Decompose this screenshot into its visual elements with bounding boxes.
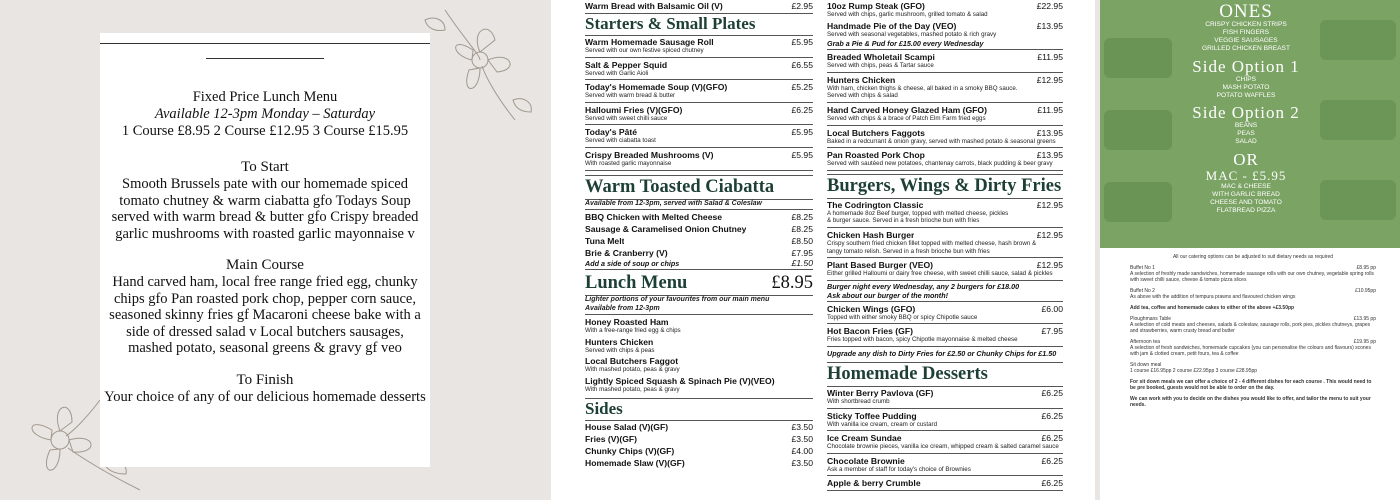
- menu-item: [585, 59, 813, 79]
- item-price: £4.00: [791, 446, 813, 457]
- item-name: Fries (V)(GF): [585, 434, 638, 445]
- item-price: £6.55: [791, 59, 813, 70]
- item-description: With roasted garlic mayonnaise: [585, 159, 672, 167]
- kids-side-item: PEAS: [1237, 130, 1255, 137]
- item-price: £11.95: [1037, 104, 1063, 115]
- item-name: Honey Roasted Ham: [585, 317, 669, 328]
- kids-pasta-item: MAC & CHEESE: [1221, 183, 1271, 190]
- menu-item-row: [585, 236, 813, 246]
- food-photo: [1104, 38, 1172, 78]
- item-name: Warm Bread with Balsamic Oil (V): [585, 1, 723, 11]
- menu-item-row: [585, 224, 813, 234]
- kids-pasta-item: WITH GARLIC BREAD: [1212, 191, 1280, 198]
- menu-item-row: [585, 434, 813, 444]
- menu-item: [585, 433, 813, 445]
- item-price: £5.95: [791, 127, 813, 138]
- pie-offer: Grab a Pie & Pud for £15.00 every Wednesday: [827, 39, 984, 49]
- menu-item: [585, 247, 813, 259]
- item-description: With mashed potato, peas & gravy: [585, 366, 680, 374]
- ciabatta-list: [585, 211, 813, 259]
- ciabatta-subtitle: Available from 12-3pm, served with Salad & Coleslaw: [585, 199, 763, 207]
- food-photo: [1104, 182, 1172, 222]
- item-price: £6.25: [1041, 478, 1063, 489]
- menu-item: [585, 375, 813, 395]
- buffet-item: [1130, 316, 1376, 334]
- kids-menu-item: VEGGIE SAUSAGES: [1214, 37, 1278, 44]
- item-price: £13.95: [1036, 150, 1063, 161]
- menu-item: [827, 410, 1063, 430]
- menu-item: [827, 104, 1063, 124]
- burger-offer: Burger night every Wednesday, any 2 burgers for £18.00: [827, 281, 1020, 291]
- divider: [827, 125, 1063, 126]
- item-name: Today's Homemade Soup (V)(GFO): [585, 82, 728, 93]
- menu-item-row: [827, 388, 1063, 398]
- menu-item: [827, 387, 1063, 407]
- divider: [585, 124, 813, 125]
- menu-item: [585, 104, 813, 124]
- item-price: £8.25: [791, 212, 813, 223]
- menu-item-row: [585, 127, 813, 137]
- menu-item-row: [827, 21, 1063, 31]
- item-name: Breaded Wholetail Scampi: [827, 52, 935, 63]
- menu-item: [585, 36, 813, 56]
- buffet-item-description: 1 course £16.95pp 2 course £22.95pp 3 course £28.95pp: [1130, 368, 1258, 374]
- buffet-item: [1130, 362, 1376, 374]
- lunch-heading: Lunch Menu: [585, 273, 688, 294]
- item-name: Halloumi Fries (V)(GFO): [585, 104, 683, 115]
- addon-label: Add a side of soup or chips: [585, 259, 680, 269]
- divider: [827, 323, 1063, 324]
- menu-item-row: [827, 52, 1063, 62]
- menu-item: [827, 229, 1063, 256]
- buffet-item-description: For sit down meals we can offer a choice of 2 - 4 different dishes for each course . This would need to be pre booked, guests would not be able to order on the day.: [1130, 379, 1372, 391]
- item-name: 10oz Rump Steak (GFO): [827, 1, 925, 11]
- menu-item-row: [827, 304, 1063, 314]
- kids-side-list: [1190, 76, 1302, 100]
- menu-item: [827, 149, 1063, 169]
- item-price: £5.25: [791, 82, 813, 93]
- kids-option-list: [1190, 21, 1302, 53]
- food-photo: [1320, 100, 1396, 140]
- menu-item-row: [827, 478, 1063, 488]
- kids-menu-background: [1100, 0, 1400, 248]
- menu-item-row: [827, 433, 1063, 443]
- item-price: £11.95: [1037, 52, 1063, 63]
- item-price: £6.25: [791, 104, 813, 115]
- menu-item: [585, 211, 813, 223]
- divider: [585, 314, 813, 315]
- item-description: Baked in a redcurrant & onion gravy, served with mashed potato & seasonal greens: [827, 137, 1056, 145]
- wings-list: [827, 303, 1063, 347]
- buffet-item: [1130, 305, 1376, 311]
- menu-item-row: [585, 60, 813, 70]
- item-name: Chunky Chips (V)(GF): [585, 446, 675, 457]
- kids-menu-item: CRISPY CHICKEN STRIPS: [1205, 21, 1287, 28]
- menu-item-row: [827, 326, 1063, 336]
- menu-item: [585, 235, 813, 247]
- item-price: £2.95: [791, 1, 813, 11]
- divider: [100, 43, 430, 44]
- item-description: A homemade 8oz Beef burger, topped with melted cheese, pickles: [827, 209, 1009, 217]
- item-price: £6.25: [1041, 455, 1063, 466]
- item-name: Tuna Melt: [585, 236, 625, 247]
- burger-month: Ask about our burger of the month!: [827, 290, 948, 300]
- item-description: Served with chips & a brace of Patch Elm Farm fried eggs: [827, 114, 986, 122]
- menu-card: [100, 33, 430, 467]
- item-name: Salt & Pepper Squid: [585, 59, 668, 70]
- item-name: Winter Berry Pavlova (GF): [827, 387, 934, 398]
- menu-item: [827, 199, 1063, 226]
- menu-item: [585, 126, 813, 146]
- menu-item-row: [585, 376, 813, 386]
- finish-heading: To Finish: [236, 371, 294, 388]
- item-description: & burger sauce. Served in a fresh brioche bun with fries: [827, 217, 980, 225]
- kids-heading: ONES: [1219, 1, 1273, 22]
- divider: [827, 280, 1063, 281]
- buffet-item: [1130, 288, 1376, 300]
- a-la-carte-menu-panel: [551, 0, 1095, 500]
- item-description: Served with our own festive spiced chutney: [585, 47, 704, 54]
- item-price: £8.25: [791, 224, 813, 235]
- kids-pasta-item: FLATBREAD PIZZA: [1216, 207, 1276, 214]
- menu-item: [827, 0, 1063, 20]
- menu-item-row: [585, 248, 813, 258]
- menu-item: [585, 445, 813, 457]
- menu-item: [827, 325, 1063, 345]
- item-name: Chicken Wings (GFO): [827, 303, 916, 314]
- item-description: Served with chips & salad: [827, 92, 898, 100]
- menu-item-row: [585, 446, 813, 456]
- buffet-item-price: £13.95 pp: [1353, 316, 1376, 322]
- ciabatta-heading: Warm Toasted Ciabatta: [585, 175, 813, 200]
- menu-item-row: [585, 82, 813, 92]
- kids-pasta-item: CHEESE AND TOMATO: [1210, 199, 1282, 206]
- item-description: Served with chips, garlic mushroom, grilled tomato & salad: [827, 11, 988, 18]
- menu-item: [827, 455, 1063, 475]
- menu-item-row: [827, 128, 1063, 138]
- kids-pasta-price: MAC - £5.95: [1205, 168, 1287, 183]
- buffet-item-description: A selection of freshly made sandwiches, homemade sausage rolls with our own chutney, vegetable spring rolls with sweet chilli sauce, cheese & tomato pizza slices: [1130, 271, 1374, 283]
- divider: [827, 453, 1063, 454]
- divider: [827, 408, 1063, 409]
- item-description: Served with chips, peas & Tartar sauce: [827, 62, 934, 70]
- fries-offer: Upgrade any dish to Dirty Fries for £2.50 or Chunky Chips for £1.50: [827, 348, 1057, 358]
- main-heading: Main Course: [226, 257, 304, 273]
- item-description: Topped with either smoky BBQ or spicy Chipotle sauce: [827, 313, 978, 321]
- divider: [827, 346, 1063, 347]
- menu-item-row: [585, 422, 813, 432]
- item-description: With ham, chicken thighs & cheese, all baked in a smoky BBQ sauce.: [827, 84, 1018, 92]
- buffet-item-description: A selection of fresh sandwiches, homemade cupcakes (you can personalise the colours and flavours) scones with jam & clotted cream, petit fours, tea & coffee: [1130, 345, 1371, 357]
- buffet-item-description: A selection of cold meats and cheeses, salads & coleslaw, sausage rolls, pork pies, pickles chutneys, grapes and strawberries, warm crusty bread and butter: [1130, 322, 1371, 334]
- item-price: £3.50: [791, 458, 813, 469]
- menu-item: [827, 303, 1063, 323]
- kids-menu: [1190, 0, 1302, 248]
- menu-item: [827, 51, 1063, 71]
- main-text: Hand carved ham, local free range fried egg, chunky chips gfo Pan roasted pork chop, pepper corn sauce, seasoned skinny fries gf Macaroni cheese bake with a side of dressed salad v Local butchers sausages, mashed potato, seasonal greens & gravy gf veo: [109, 274, 421, 356]
- kids-side-item: POTATO WAFFLES: [1216, 92, 1276, 99]
- item-name: Homemade Slaw (V)(GF): [585, 458, 685, 469]
- kids-and-buffet-panel: [1100, 0, 1400, 500]
- item-description: Served with ciabatta toast: [585, 137, 656, 145]
- item-name: Warm Homemade Sausage Roll: [585, 37, 714, 47]
- fixed-price-menu-panel: [0, 0, 543, 500]
- item-description: Ask a member of staff for today's choice of Brownies: [827, 465, 971, 473]
- lunch-list: [585, 316, 813, 394]
- menu-item-row: [585, 150, 813, 160]
- menu-item-row: [827, 75, 1063, 85]
- item-description: Crispy southern fried chicken fillet topped with melted cheese, hash brown &: [827, 239, 1037, 247]
- menu-pricing: 1 Course £8.95 2 Course £12.95 3 Course £15.95: [121, 123, 409, 139]
- menu-item-row: [827, 456, 1063, 466]
- ciabatta-addon: [585, 259, 813, 268]
- buffet-item-description: We can work with you to decide on the dishes you would like to offer, and tailor the menu to suit your needs.: [1130, 396, 1371, 408]
- buffet-item: [1130, 379, 1376, 391]
- buffet-item-description: Add tea, coffee and homemade cakes to either of the above +£3.50pp: [1130, 305, 1295, 311]
- item-name: Hunters Chicken: [585, 336, 654, 347]
- item-price: £12.95: [1036, 229, 1063, 240]
- menu-item: [585, 149, 813, 169]
- item-price: £12.95: [1036, 199, 1063, 210]
- kids-side-item: BEANS: [1234, 122, 1258, 129]
- item-price: £3.50: [791, 434, 813, 445]
- buffet-item-name: Afternoon tea: [1130, 339, 1161, 345]
- menu-item: [585, 355, 813, 375]
- buffet-item-price: £10.95pp: [1355, 288, 1376, 294]
- divider: [827, 490, 1063, 491]
- item-name: Apple & berry Crumble: [827, 478, 921, 489]
- food-photo: [1104, 110, 1172, 150]
- item-name: Ice Cream Sundae: [827, 433, 902, 444]
- item-name: Local Butchers Faggots: [827, 127, 925, 138]
- food-photo: [1320, 20, 1396, 60]
- buffet-item-name: Buffet No 1: [1130, 265, 1155, 271]
- menu-item: [585, 81, 813, 101]
- lunch-availability: Available from 12-3pm: [585, 304, 660, 312]
- buffet-item-name: Buffet No 2: [1130, 288, 1155, 294]
- menu-item: [585, 1, 813, 11]
- divider: [827, 227, 1063, 228]
- divider: [585, 269, 813, 270]
- kids-menu-item: FISH FINGERS: [1222, 29, 1270, 36]
- buffet-item: [1130, 396, 1376, 408]
- item-price: £5.95: [791, 149, 813, 160]
- menu-item-row: [827, 200, 1063, 210]
- menu-item-row: [585, 337, 813, 347]
- item-description: Served with warm bread & butter: [585, 92, 676, 100]
- item-description: Served with Garlic Aioli: [585, 69, 649, 77]
- item-price: £5.95: [791, 37, 813, 47]
- menu-item: [827, 127, 1063, 147]
- buffet-intro: All our catering options can be adjusted to suit dietary needs as required: [1172, 254, 1334, 260]
- start-heading: To Start: [241, 159, 289, 175]
- start-text: Smooth Brussels pate with our homemade spiced tomato chutney & warm ciabatta gfo Todays Soup served with warm bread & butter gfo Crispy breaded garlic mushrooms with roasted garlic mayonnaise v: [111, 176, 419, 242]
- item-description: With vanilla ice cream, cream or custard: [827, 420, 938, 428]
- divider: [827, 301, 1063, 302]
- menu-item: [585, 223, 813, 235]
- divider: [827, 430, 1063, 431]
- item-name: Chicken Hash Burger: [827, 229, 915, 240]
- item-description: Chocolate brownie pieces, vanilla ice cream, whipped cream & salted caramel sauce: [827, 443, 1059, 451]
- menu-item-row: [585, 212, 813, 222]
- menu-item: [827, 477, 1063, 489]
- divider: [827, 102, 1063, 103]
- divider: [585, 209, 813, 210]
- menu-item: [827, 74, 1063, 101]
- item-name: The Codrington Classic: [827, 199, 924, 210]
- item-description: Served with sweet chilli sauce: [585, 114, 668, 122]
- buffet-menu: [1130, 254, 1376, 408]
- menu-item: [585, 316, 813, 336]
- item-description: With a free-range fried egg & chips: [585, 327, 681, 335]
- item-name: Sausage & Caramelised Onion Chutney: [585, 224, 747, 235]
- item-description: Either grilled Halloumi or dairy free cheese, with sweet chilli sauce, salad & pickles: [827, 270, 1053, 278]
- menu-item-row: [827, 105, 1063, 115]
- item-name: Hand Carved Honey Glazed Ham (GFO): [827, 104, 987, 115]
- kids-or: OR: [1233, 150, 1259, 169]
- menu-item-row: [585, 37, 813, 47]
- item-description: tangy tomato relish. Served in a fresh brioche bun with fries: [827, 247, 990, 255]
- item-price: £12.95: [1036, 74, 1063, 85]
- divider: [206, 58, 324, 59]
- mains-list: [827, 51, 1063, 171]
- desserts-heading: Homemade Desserts: [827, 362, 1063, 387]
- menu-left-column: [585, 0, 813, 469]
- item-price: £6.00: [1041, 303, 1063, 314]
- lunch-heading-row: [585, 272, 813, 296]
- item-price: £13.95: [1036, 20, 1063, 31]
- kids-side-list: [1190, 122, 1302, 146]
- item-name: BBQ Chicken with Melted Cheese: [585, 212, 723, 223]
- side1-heading: Side Option 1: [1192, 57, 1300, 76]
- item-name: Local Butchers Faggot: [585, 356, 679, 367]
- item-price: £8.50: [791, 236, 813, 247]
- buffet-item: [1130, 265, 1376, 283]
- menu-item: [585, 457, 813, 469]
- menu-right-column: [827, 0, 1063, 492]
- menu-item-row: [827, 1, 1063, 11]
- item-price: £7.95: [791, 248, 813, 259]
- item-name: Chocolate Brownie: [827, 455, 905, 466]
- menu-item-row: [827, 260, 1063, 270]
- divider: [827, 475, 1063, 476]
- item-description: With shortbread crumb: [827, 397, 890, 405]
- divider: [827, 49, 1063, 50]
- starters-heading: Starters & Small Plates: [585, 13, 813, 36]
- item-price: £6.25: [1041, 410, 1063, 421]
- item-name: Sticky Toffee Pudding: [827, 410, 917, 421]
- item-description: Fries topped with bacon, spicy Chipotle mayonnaise & melted cheese: [827, 336, 1018, 344]
- lunch-subtitle: Lighter portions of your favourites from our main menu: [585, 296, 770, 304]
- item-description: Served with seasonal vegetables, mashed potato & rich gravy: [827, 30, 997, 38]
- menu-item-row: [827, 230, 1063, 240]
- item-name: Plant Based Burger (VEO): [827, 260, 934, 271]
- item-name: Crispy Breaded Mushrooms (V): [585, 149, 714, 160]
- burgers-list: [827, 199, 1063, 281]
- menu-title: Fixed Price Lunch Menu: [192, 89, 338, 105]
- menu-item-row: [827, 411, 1063, 421]
- buffet-item-name: Sit down meal: [1130, 362, 1162, 368]
- side2-heading: Side Option 2: [1192, 103, 1300, 122]
- divider: [585, 79, 813, 80]
- menu-item: [827, 259, 1063, 279]
- buffet-item-name: Ploughmans Table: [1130, 316, 1172, 322]
- divider: [585, 102, 813, 103]
- divider: [585, 57, 813, 58]
- kids-side-item: SALAD: [1235, 138, 1257, 145]
- item-name: House Salad (V)(GF): [585, 422, 669, 433]
- buffet-item-price: £8.95 pp: [1356, 265, 1376, 271]
- buffet-list: [1130, 265, 1376, 408]
- menu-item: [827, 20, 1063, 40]
- item-name: Lightly Spiced Squash & Spinach Pie (V)(VEO): [585, 375, 775, 386]
- item-description: With mashed potato, peas & gravy: [585, 385, 680, 393]
- buffet-item-description: As above with the addition of tempura prawns and flavoured chicken wings: [1130, 294, 1296, 300]
- item-price: £12.95: [1036, 260, 1063, 271]
- kids-side-item: MASH POTATO: [1222, 84, 1270, 91]
- item-price: £13.95: [1036, 127, 1063, 138]
- menu-availability: Available 12-3pm Monday – Saturday: [154, 106, 376, 122]
- mains-list: [827, 0, 1063, 39]
- item-price: £6.25: [1041, 387, 1063, 398]
- divider: [585, 147, 813, 148]
- buffet-item: [1130, 339, 1376, 357]
- buffet-item-price: £19.95 pp: [1353, 339, 1376, 345]
- divider: [827, 170, 1063, 171]
- kids-side-item: CHIPS: [1235, 76, 1257, 83]
- divider: [827, 147, 1063, 148]
- item-name: Today's Pâté: [585, 127, 638, 138]
- item-description: Served with sautéed new potatoes, chantenay carrots, black pudding & beer gravy: [827, 160, 1053, 168]
- divider: [827, 257, 1063, 258]
- burgers-heading: Burgers, Wings & Dirty Fries: [827, 174, 1063, 199]
- item-price: £6.25: [1041, 433, 1063, 444]
- menu-item: [585, 336, 813, 356]
- kids-pasta-list: [1190, 183, 1302, 215]
- menu-item: [585, 421, 813, 433]
- kids-menu-item: GRILLED CHICKEN BREAST: [1202, 45, 1290, 52]
- item-name: Pan Roasted Pork Chop: [827, 150, 925, 161]
- food-photo: [1320, 180, 1396, 220]
- finish-text: Your choice of any of our delicious homemade desserts: [104, 388, 426, 405]
- starters-list: [585, 36, 813, 171]
- menu-item-row: [585, 105, 813, 115]
- item-name: Hunters Chicken: [827, 74, 896, 85]
- item-name: Handmade Pie of the Day (VEO): [827, 20, 957, 31]
- menu-item: [827, 432, 1063, 452]
- menu-item-row: [827, 150, 1063, 160]
- item-price: £3.50: [791, 422, 813, 433]
- menu-item-row: [585, 317, 813, 327]
- divider: [827, 72, 1063, 73]
- item-price: £7.95: [1041, 326, 1063, 337]
- menu-item-row: [585, 458, 813, 468]
- divider: [585, 170, 813, 171]
- desserts-list: [827, 387, 1063, 491]
- item-price: £22.95: [1036, 1, 1063, 11]
- addon-price: £1.50: [791, 258, 813, 269]
- sides-list: [585, 421, 813, 469]
- item-description: Served with chips & peas: [585, 346, 655, 354]
- menu-item-row: [585, 356, 813, 366]
- lunch-price: £8.95: [771, 273, 813, 294]
- item-name: Hot Bacon Fries (GF): [827, 326, 913, 337]
- sides-heading: Sides: [585, 398, 813, 421]
- item-name: Brie & Cranberry (V): [585, 248, 668, 259]
